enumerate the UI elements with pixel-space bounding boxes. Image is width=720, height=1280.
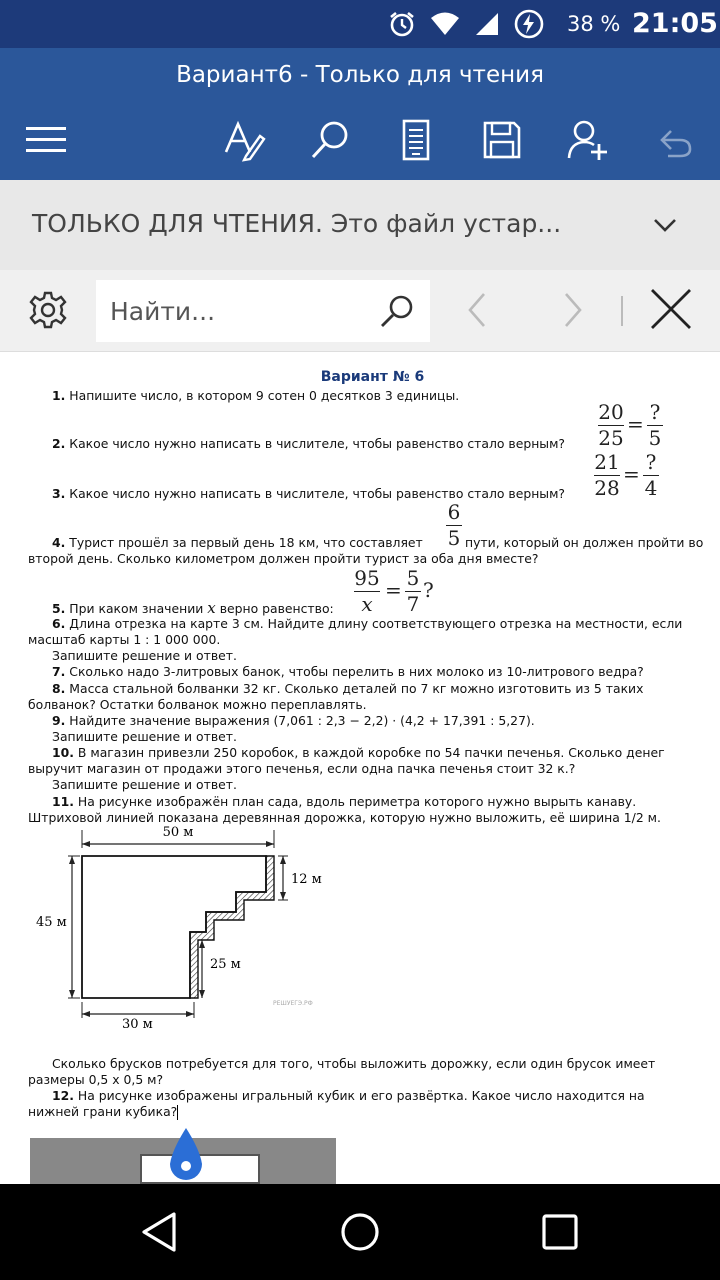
question-11-line-3: Сколько брусков потребуется для того, чтобы выложить дорожку, если один брусок имеет	[52, 1056, 656, 1071]
figure-label-right: 12 м	[291, 872, 322, 887]
q3-fraction-right: ? 4	[644, 450, 658, 500]
close-icon[interactable]	[648, 286, 694, 332]
battery-charging-icon	[514, 9, 544, 39]
garden-plan-figure	[30, 822, 330, 1032]
clock: 21:05	[632, 8, 718, 39]
question-7: 7. Сколько надо 3-литровых банок, чтобы перелить в них молоко из 10-литрового ведра?	[52, 664, 644, 679]
app-bar	[0, 48, 720, 180]
share-user-icon	[566, 118, 610, 162]
document-title: Вариант6 - Только для чтения	[176, 62, 544, 88]
banner-text: ТОЛЬКО ДЛЯ ЧТЕНИЯ. Это файл устар...	[32, 209, 562, 238]
wifi-icon	[430, 11, 460, 37]
question-11-line-2: Штриховой линией показана деревянная дорожка, которую нужно выложить, её ширина 1/2 м.	[28, 810, 661, 825]
question-6-line-1: 6. Длина отрезка на карте 3 см. Найдите длину соответствующего отрезка на местности, если	[52, 616, 683, 631]
find-bar	[0, 270, 720, 352]
text-cursor	[177, 1105, 178, 1120]
document-page[interactable]	[0, 352, 720, 1184]
format-button[interactable]	[216, 112, 272, 168]
question-6-line-3: Запишите решение и ответ.	[52, 648, 237, 663]
question-9-line-1: 9. Найдите значение выражения (7,061 : 2,3 − 2,2) · (4,2 + 17,391 : 5,27).	[52, 713, 535, 728]
find-input[interactable]	[110, 288, 370, 334]
gear-icon[interactable]	[28, 290, 68, 330]
back-icon[interactable]	[136, 1208, 184, 1256]
find-bar-divider	[621, 296, 623, 326]
search-button[interactable]	[302, 112, 358, 168]
question-4-line-2: второй день. Сколько километром должен пройти турист за оба дня вместе?	[28, 551, 539, 566]
question-8-line-2: болванок? Остатки болванок можно переплавлять.	[28, 697, 367, 712]
figure-label-left: 45 м	[36, 915, 67, 930]
q5-question-mark: ?	[423, 578, 434, 602]
question-10-line-2: выручит магазин от продажи этого печенья, если одна пачка печенья стоит 32 к.?	[28, 761, 576, 776]
cursor-drag-handle[interactable]	[166, 1126, 206, 1184]
variant-title: Вариант № 6	[320, 369, 425, 385]
q4-fraction: 6 5	[447, 500, 461, 550]
alarm-icon	[388, 10, 416, 38]
figure-watermark: РЕШУЕГЭ.РФ	[273, 1000, 313, 1007]
question-5: 5. При каком значении x верно равенство:	[52, 599, 334, 617]
save-icon	[482, 120, 522, 160]
figure-label-mid: 25 м	[210, 957, 241, 972]
q5-equals: =	[385, 578, 402, 602]
signal-icon	[474, 11, 500, 37]
question-10-line-1: 10. В магазин привезли 250 коробок, в каждой коробке по 54 пачки печенья. Сколько денег	[52, 745, 665, 760]
q2-fraction-left: 20 25	[598, 400, 624, 450]
save-button[interactable]	[474, 112, 530, 168]
question-11-line-1: 11. На рисунке изображён план сада, вдоль периметра которого нужно вырыть канаву.	[52, 794, 637, 809]
search-icon[interactable]	[378, 292, 416, 330]
recents-icon[interactable]	[536, 1208, 584, 1256]
q5-fraction-right: 5 7	[406, 566, 420, 616]
status-bar	[0, 0, 720, 48]
question-4-line-1: 4. Турист прошёл за первый день 18 км, что составляет	[52, 535, 423, 550]
navigation-bar	[0, 1184, 720, 1280]
mobile-view-button[interactable]	[388, 112, 444, 168]
read-only-banner[interactable]	[0, 180, 720, 270]
battery-percent: 38 %	[567, 12, 621, 36]
home-icon[interactable]	[336, 1208, 384, 1256]
q5-fraction-left: 95 x	[354, 566, 380, 616]
undo-icon	[654, 120, 694, 160]
question-10-line-3: Запишите решение и ответ.	[52, 777, 237, 792]
previous-result-icon[interactable]	[460, 290, 494, 330]
question-12-line-2: нижней грани кубика?	[28, 1104, 178, 1119]
chevron-down-icon[interactable]	[648, 208, 682, 242]
find-field[interactable]	[96, 280, 430, 342]
question-9-line-2: Запишите решение и ответ.	[52, 729, 237, 744]
question-1: 1. Напишите число, в котором 9 сотен 0 десятков 3 единицы.	[52, 388, 460, 403]
q3-equals: =	[623, 462, 640, 486]
next-result-icon[interactable]	[556, 290, 590, 330]
q2-fraction-right: ? 5	[648, 400, 662, 450]
question-8-line-1: 8. Масса стальной болванки 32 кг. Сколько деталей по 7 кг можно изготовить из 5 таких	[52, 681, 644, 696]
figure-label-top: 50 м	[162, 825, 194, 840]
search-icon	[308, 118, 352, 162]
menu-button[interactable]	[18, 112, 74, 168]
question-2: 2. Какое число нужно написать в числителе, чтобы равенство стало верным?	[52, 436, 566, 451]
question-6-line-2: масштаб карты 1 : 1 000 000.	[28, 632, 221, 647]
question-12-line-1: 12. На рисунке изображены игральный кубик и его развёртка. Какое число находится на	[52, 1088, 645, 1103]
question-11-line-4: размеры 0,5 х 0,5 м?	[28, 1072, 164, 1087]
mobile-view-icon	[401, 118, 431, 162]
q2-equals: =	[627, 412, 644, 436]
menu-icon	[24, 125, 68, 155]
undo-button[interactable]	[646, 112, 702, 168]
share-button[interactable]	[560, 112, 616, 168]
format-text-icon	[222, 118, 266, 162]
question-3: 3. Какое число нужно написать в числителе, чтобы равенство стало верным?	[52, 486, 566, 501]
status-icons	[388, 8, 544, 40]
question-4-line-1-end: пути, который он должен пройти во	[465, 535, 704, 550]
figure-label-bottom: 30 м	[122, 1017, 153, 1032]
q3-fraction-left: 21 28	[594, 450, 620, 500]
